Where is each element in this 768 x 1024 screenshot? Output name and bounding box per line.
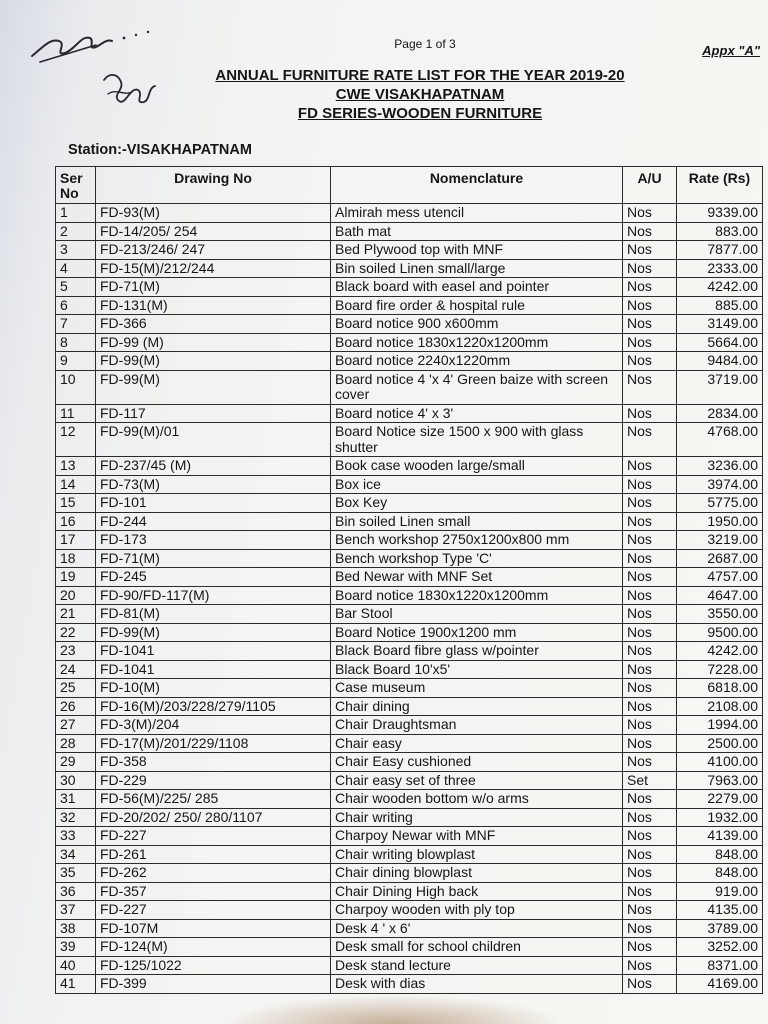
nomenclature-cell: Charpoy wooden with ply top bbox=[331, 901, 623, 920]
ser-no-cell: 22 bbox=[56, 623, 96, 642]
table-row bbox=[56, 423, 763, 457]
table-row bbox=[56, 241, 763, 260]
nomenclature-cell: Board notice 1830x1220x1200mm bbox=[331, 333, 623, 352]
table-row bbox=[56, 512, 763, 531]
nomenclature-cell: Board notice 900 x600mm bbox=[331, 315, 623, 334]
ser-no-cell: 8 bbox=[56, 333, 96, 352]
rate-cell: 2279.00 bbox=[677, 790, 763, 809]
drawing-no-cell: FD-237/45 (M) bbox=[96, 457, 331, 476]
ser-no-cell: 27 bbox=[56, 716, 96, 735]
ser-no-cell: 35 bbox=[56, 864, 96, 883]
rate-cell: 3219.00 bbox=[677, 531, 763, 550]
au-cell: Nos bbox=[623, 586, 677, 605]
rate-cell: 6818.00 bbox=[677, 679, 763, 698]
header-row bbox=[56, 167, 763, 204]
ser-no-cell: 10 bbox=[56, 370, 96, 404]
nomenclature-cell: Chair writing blowplast bbox=[331, 845, 623, 864]
ser-no-cell: 26 bbox=[56, 697, 96, 716]
rate-cell: 9500.00 bbox=[677, 623, 763, 642]
rate-table-header bbox=[56, 167, 763, 204]
table-row bbox=[56, 901, 763, 920]
rate-cell: 848.00 bbox=[677, 864, 763, 883]
ser-no-cell: 9 bbox=[56, 352, 96, 371]
au-cell: Nos bbox=[623, 938, 677, 957]
au-cell: Nos bbox=[623, 494, 677, 513]
table-row bbox=[56, 333, 763, 352]
nomenclature-cell: Bed Plywood top with MNF bbox=[331, 241, 623, 260]
drawing-no-cell: FD-73(M) bbox=[96, 475, 331, 494]
au-cell: Nos bbox=[623, 716, 677, 735]
rate-cell: 4242.00 bbox=[677, 278, 763, 297]
nomenclature-cell: Bar Stool bbox=[331, 605, 623, 624]
au-cell: Nos bbox=[623, 827, 677, 846]
au-cell: Nos bbox=[623, 204, 677, 223]
ser-no-cell: 38 bbox=[56, 919, 96, 938]
ser-no-cell: 40 bbox=[56, 956, 96, 975]
table-row bbox=[56, 753, 763, 772]
nomenclature-cell: Board notice 4' x 3' bbox=[331, 404, 623, 423]
au-cell: Nos bbox=[623, 697, 677, 716]
nomenclature-cell: Board notice 1830x1220x1200mm bbox=[331, 586, 623, 605]
au-cell: Nos bbox=[623, 278, 677, 297]
nomenclature-header: Nomenclature bbox=[331, 167, 623, 204]
au-cell: Nos bbox=[623, 864, 677, 883]
nomenclature-cell: Charpoy Newar with MNF bbox=[331, 827, 623, 846]
drawing-no-cell: FD-99 (M) bbox=[96, 333, 331, 352]
nomenclature-cell: Chair Dining High back bbox=[331, 882, 623, 901]
au-cell: Nos bbox=[623, 679, 677, 698]
ser-no-cell: 32 bbox=[56, 808, 96, 827]
ser-no-cell: 20 bbox=[56, 586, 96, 605]
table-row bbox=[56, 475, 763, 494]
drawing-no-cell: FD-15(M)/212/244 bbox=[96, 259, 331, 278]
ser-header-line-1: Ser bbox=[60, 170, 83, 186]
ser-no-cell: 11 bbox=[56, 404, 96, 423]
au-cell: Nos bbox=[623, 549, 677, 568]
table-row bbox=[56, 697, 763, 716]
rate-cell: 5775.00 bbox=[677, 494, 763, 513]
nomenclature-cell: Desk 4 ' x 6' bbox=[331, 919, 623, 938]
au-cell: Nos bbox=[623, 259, 677, 278]
table-row bbox=[56, 404, 763, 423]
rate-cell: 2687.00 bbox=[677, 549, 763, 568]
drawing-no-cell: FD-16(M)/203/228/279/1105 bbox=[96, 697, 331, 716]
ser-no-cell: 7 bbox=[56, 315, 96, 334]
appendix-label: Appx "A" bbox=[702, 43, 760, 58]
drawing-no-cell: FD-173 bbox=[96, 531, 331, 550]
nomenclature-cell: Bench workshop 2750x1200x800 mm bbox=[331, 531, 623, 550]
drawing-no-cell: FD-71(M) bbox=[96, 549, 331, 568]
nomenclature-cell: Book case wooden large/small bbox=[331, 457, 623, 476]
rate-cell: 4169.00 bbox=[677, 975, 763, 994]
ser-no-cell: 17 bbox=[56, 531, 96, 550]
drawing-no-cell: FD-366 bbox=[96, 315, 331, 334]
drawing-no-cell: FD-227 bbox=[96, 827, 331, 846]
table-row bbox=[56, 494, 763, 513]
au-header: A/U bbox=[623, 167, 677, 204]
ser-no-cell: 12 bbox=[56, 423, 96, 457]
title-line-1: ANNUAL FURNITURE RATE LIST FOR THE YEAR 2019-20 bbox=[215, 67, 625, 84]
table-row bbox=[56, 679, 763, 698]
drawing-no-cell: FD-117 bbox=[96, 404, 331, 423]
drawing-no-cell: FD-357 bbox=[96, 882, 331, 901]
table-row bbox=[56, 716, 763, 735]
nomenclature-cell: Black Board 10'x5' bbox=[331, 660, 623, 679]
rate-cell: 3149.00 bbox=[677, 315, 763, 334]
au-cell: Nos bbox=[623, 605, 677, 624]
au-cell: Nos bbox=[623, 475, 677, 494]
rate-cell: 848.00 bbox=[677, 845, 763, 864]
drawing-no-cell: FD-99(M) bbox=[96, 352, 331, 371]
drawing-no-cell: FD-10(M) bbox=[96, 679, 331, 698]
table-row bbox=[56, 296, 763, 315]
drawing-no-cell: FD-81(M) bbox=[96, 605, 331, 624]
rate-cell: 9339.00 bbox=[677, 204, 763, 223]
table-row bbox=[56, 370, 763, 404]
nomenclature-cell: Chair wooden bottom w/o arms bbox=[331, 790, 623, 809]
rate-cell: 1932.00 bbox=[677, 808, 763, 827]
ser-no-cell: 15 bbox=[56, 494, 96, 513]
rate-cell: 2108.00 bbox=[677, 697, 763, 716]
au-cell: Nos bbox=[623, 790, 677, 809]
ser-no-cell: 21 bbox=[56, 605, 96, 624]
table-row bbox=[56, 204, 763, 223]
table-row bbox=[56, 642, 763, 661]
au-cell: Nos bbox=[623, 315, 677, 334]
table-row bbox=[56, 845, 763, 864]
table-row bbox=[56, 660, 763, 679]
nomenclature-cell: Board Notice 1900x1200 mm bbox=[331, 623, 623, 642]
rate-table bbox=[55, 166, 763, 994]
drawing-no-header: Drawing No bbox=[96, 167, 331, 204]
nomenclature-cell: Black Board fibre glass w/pointer bbox=[331, 642, 623, 661]
nomenclature-cell: Bed Newar with MNF Set bbox=[331, 568, 623, 587]
rate-cell: 1950.00 bbox=[677, 512, 763, 531]
nomenclature-cell: Chair Draughtsman bbox=[331, 716, 623, 735]
nomenclature-cell: Chair dining blowplast bbox=[331, 864, 623, 883]
drawing-no-cell: FD-99(M) bbox=[96, 623, 331, 642]
ser-no-cell: 16 bbox=[56, 512, 96, 531]
ser-no-cell: 4 bbox=[56, 259, 96, 278]
rate-cell: 3236.00 bbox=[677, 457, 763, 476]
nomenclature-cell: Board fire order & hospital rule bbox=[331, 296, 623, 315]
ser-no-cell: 14 bbox=[56, 475, 96, 494]
au-cell: Nos bbox=[623, 975, 677, 994]
document-title bbox=[120, 66, 720, 123]
drawing-no-cell: FD-107M bbox=[96, 919, 331, 938]
au-cell: Nos bbox=[623, 734, 677, 753]
rate-table-body bbox=[56, 204, 763, 994]
table-row bbox=[56, 259, 763, 278]
au-cell: Nos bbox=[623, 404, 677, 423]
drawing-no-cell: FD-358 bbox=[96, 753, 331, 772]
ser-no-header bbox=[56, 167, 96, 204]
drawing-no-cell: FD-229 bbox=[96, 771, 331, 790]
rate-cell: 4768.00 bbox=[677, 423, 763, 457]
au-cell: Nos bbox=[623, 423, 677, 457]
rate-cell: 4135.00 bbox=[677, 901, 763, 920]
au-cell: Nos bbox=[623, 956, 677, 975]
nomenclature-cell: Board notice 2240x1220mm bbox=[331, 352, 623, 371]
ser-header-line-2: No bbox=[60, 185, 79, 201]
au-cell: Nos bbox=[623, 919, 677, 938]
ser-no-cell: 39 bbox=[56, 938, 96, 957]
rate-cell: 4139.00 bbox=[677, 827, 763, 846]
drawing-no-cell: FD-1041 bbox=[96, 642, 331, 661]
drawing-no-cell: FD-213/246/ 247 bbox=[96, 241, 331, 260]
rate-cell: 919.00 bbox=[677, 882, 763, 901]
nomenclature-cell: Chair dining bbox=[331, 697, 623, 716]
ser-no-cell: 34 bbox=[56, 845, 96, 864]
nomenclature-cell: Chair writing bbox=[331, 808, 623, 827]
ser-no-cell: 25 bbox=[56, 679, 96, 698]
rate-cell: 8371.00 bbox=[677, 956, 763, 975]
page-number-label: Page 1 of 3 bbox=[394, 37, 456, 51]
au-cell: Nos bbox=[623, 660, 677, 679]
au-cell: Nos bbox=[623, 568, 677, 587]
drawing-no-cell: FD-245 bbox=[96, 568, 331, 587]
table-row bbox=[56, 734, 763, 753]
finger-shadow bbox=[230, 996, 560, 1024]
table-row bbox=[56, 975, 763, 994]
drawing-no-cell: FD-17(M)/201/229/1108 bbox=[96, 734, 331, 753]
table-row bbox=[56, 222, 763, 241]
table-row bbox=[56, 586, 763, 605]
table-row bbox=[56, 808, 763, 827]
rate-cell: 4100.00 bbox=[677, 753, 763, 772]
au-cell: Nos bbox=[623, 352, 677, 371]
au-cell: Nos bbox=[623, 512, 677, 531]
drawing-no-cell: FD-227 bbox=[96, 901, 331, 920]
nomenclature-cell: Desk with dias bbox=[331, 975, 623, 994]
drawing-no-cell: FD-262 bbox=[96, 864, 331, 883]
table-row bbox=[56, 315, 763, 334]
ser-no-cell: 5 bbox=[56, 278, 96, 297]
rate-cell: 2333.00 bbox=[677, 259, 763, 278]
drawing-no-cell: FD-124(M) bbox=[96, 938, 331, 957]
drawing-no-cell: FD-20/202/ 250/ 280/1107 bbox=[96, 808, 331, 827]
rate-cell: 7877.00 bbox=[677, 241, 763, 260]
drawing-no-cell: FD-261 bbox=[96, 845, 331, 864]
ser-no-cell: 36 bbox=[56, 882, 96, 901]
ser-no-cell: 30 bbox=[56, 771, 96, 790]
table-row bbox=[56, 278, 763, 297]
nomenclature-cell: Desk small for school children bbox=[331, 938, 623, 957]
ser-no-cell: 41 bbox=[56, 975, 96, 994]
rate-cell: 3550.00 bbox=[677, 605, 763, 624]
nomenclature-cell: Black board with easel and pointer bbox=[331, 278, 623, 297]
au-cell: Nos bbox=[623, 845, 677, 864]
rate-cell: 1994.00 bbox=[677, 716, 763, 735]
nomenclature-cell: Box Key bbox=[331, 494, 623, 513]
nomenclature-cell: Bin soiled Linen small/large bbox=[331, 259, 623, 278]
ser-no-cell: 1 bbox=[56, 204, 96, 223]
nomenclature-cell: Chair Easy cushioned bbox=[331, 753, 623, 772]
nomenclature-cell: Chair easy bbox=[331, 734, 623, 753]
ser-no-cell: 33 bbox=[56, 827, 96, 846]
rate-cell: 3789.00 bbox=[677, 919, 763, 938]
drawing-no-cell: FD-14/205/ 254 bbox=[96, 222, 331, 241]
ser-no-cell: 19 bbox=[56, 568, 96, 587]
table-row bbox=[56, 568, 763, 587]
table-row bbox=[56, 549, 763, 568]
rate-cell: 885.00 bbox=[677, 296, 763, 315]
ser-no-cell: 28 bbox=[56, 734, 96, 753]
rate-cell: 7228.00 bbox=[677, 660, 763, 679]
table-row bbox=[56, 623, 763, 642]
au-cell: Nos bbox=[623, 370, 677, 404]
table-row bbox=[56, 864, 763, 883]
rate-cell: 3252.00 bbox=[677, 938, 763, 957]
drawing-no-cell: FD-125/1022 bbox=[96, 956, 331, 975]
au-cell: Nos bbox=[623, 901, 677, 920]
drawing-no-cell: FD-99(M) bbox=[96, 370, 331, 404]
table-row bbox=[56, 531, 763, 550]
nomenclature-cell: Bench workshop Type 'C' bbox=[331, 549, 623, 568]
au-cell: Nos bbox=[623, 241, 677, 260]
au-cell: Nos bbox=[623, 753, 677, 772]
table-row bbox=[56, 919, 763, 938]
table-row bbox=[56, 956, 763, 975]
drawing-no-cell: FD-99(M)/01 bbox=[96, 423, 331, 457]
drawing-no-cell: FD-56(M)/225/ 285 bbox=[96, 790, 331, 809]
nomenclature-cell: Almirah mess utencil bbox=[331, 204, 623, 223]
drawing-no-cell: FD-244 bbox=[96, 512, 331, 531]
drawing-no-cell: FD-101 bbox=[96, 494, 331, 513]
rate-cell: 3719.00 bbox=[677, 370, 763, 404]
au-cell: Nos bbox=[623, 642, 677, 661]
ser-no-cell: 31 bbox=[56, 790, 96, 809]
au-cell: Set bbox=[623, 771, 677, 790]
au-cell: Nos bbox=[623, 882, 677, 901]
drawing-no-cell: FD-90/FD-117(M) bbox=[96, 586, 331, 605]
drawing-no-cell: FD-71(M) bbox=[96, 278, 331, 297]
rate-cell: 7963.00 bbox=[677, 771, 763, 790]
ser-no-cell: 24 bbox=[56, 660, 96, 679]
title-line-3: FD SERIES-WOODEN FURNITURE bbox=[297, 105, 543, 122]
nomenclature-cell: Bin soiled Linen small bbox=[331, 512, 623, 531]
nomenclature-cell: Box ice bbox=[331, 475, 623, 494]
au-cell: Nos bbox=[623, 333, 677, 352]
drawing-no-cell: FD-1041 bbox=[96, 660, 331, 679]
table-row bbox=[56, 352, 763, 371]
rate-cell: 4647.00 bbox=[677, 586, 763, 605]
station-label: Station:-VISAKHAPATNAM bbox=[68, 142, 252, 158]
ser-no-cell: 18 bbox=[56, 549, 96, 568]
au-cell: Nos bbox=[623, 457, 677, 476]
drawing-no-cell: FD-131(M) bbox=[96, 296, 331, 315]
table-row bbox=[56, 827, 763, 846]
ser-no-cell: 37 bbox=[56, 901, 96, 920]
rate-cell: 4242.00 bbox=[677, 642, 763, 661]
table-row bbox=[56, 882, 763, 901]
table-row bbox=[56, 605, 763, 624]
rate-cell: 4757.00 bbox=[677, 568, 763, 587]
drawing-no-cell: FD-3(M)/204 bbox=[96, 716, 331, 735]
rate-cell: 3974.00 bbox=[677, 475, 763, 494]
nomenclature-cell: Board Notice size 1500 x 900 with glass shutter bbox=[331, 423, 623, 457]
rate-cell: 9484.00 bbox=[677, 352, 763, 371]
au-cell: Nos bbox=[623, 222, 677, 241]
nomenclature-cell: Desk stand lecture bbox=[331, 956, 623, 975]
nomenclature-cell: Case museum bbox=[331, 679, 623, 698]
au-cell: Nos bbox=[623, 531, 677, 550]
title-line-2: CWE VISAKHAPATNAM bbox=[335, 86, 505, 103]
ser-no-cell: 13 bbox=[56, 457, 96, 476]
au-cell: Nos bbox=[623, 296, 677, 315]
nomenclature-cell: Chair easy set of three bbox=[331, 771, 623, 790]
table-row bbox=[56, 790, 763, 809]
rate-header: Rate (Rs) bbox=[677, 167, 763, 204]
table-row bbox=[56, 771, 763, 790]
ser-no-cell: 23 bbox=[56, 642, 96, 661]
drawing-no-cell: FD-93(M) bbox=[96, 204, 331, 223]
nomenclature-cell: Bath mat bbox=[331, 222, 623, 241]
au-cell: Nos bbox=[623, 808, 677, 827]
rate-cell: 5664.00 bbox=[677, 333, 763, 352]
rate-cell: 2500.00 bbox=[677, 734, 763, 753]
ser-no-cell: 3 bbox=[56, 241, 96, 260]
nomenclature-cell: Board notice 4 'x 4' Green baize with screen cover bbox=[331, 370, 623, 404]
drawing-no-cell: FD-399 bbox=[96, 975, 331, 994]
rate-cell: 883.00 bbox=[677, 222, 763, 241]
ser-no-cell: 2 bbox=[56, 222, 96, 241]
table-row bbox=[56, 938, 763, 957]
au-cell: Nos bbox=[623, 623, 677, 642]
ser-no-cell: 29 bbox=[56, 753, 96, 772]
table-row bbox=[56, 457, 763, 476]
ser-no-cell: 6 bbox=[56, 296, 96, 315]
rate-cell: 2834.00 bbox=[677, 404, 763, 423]
